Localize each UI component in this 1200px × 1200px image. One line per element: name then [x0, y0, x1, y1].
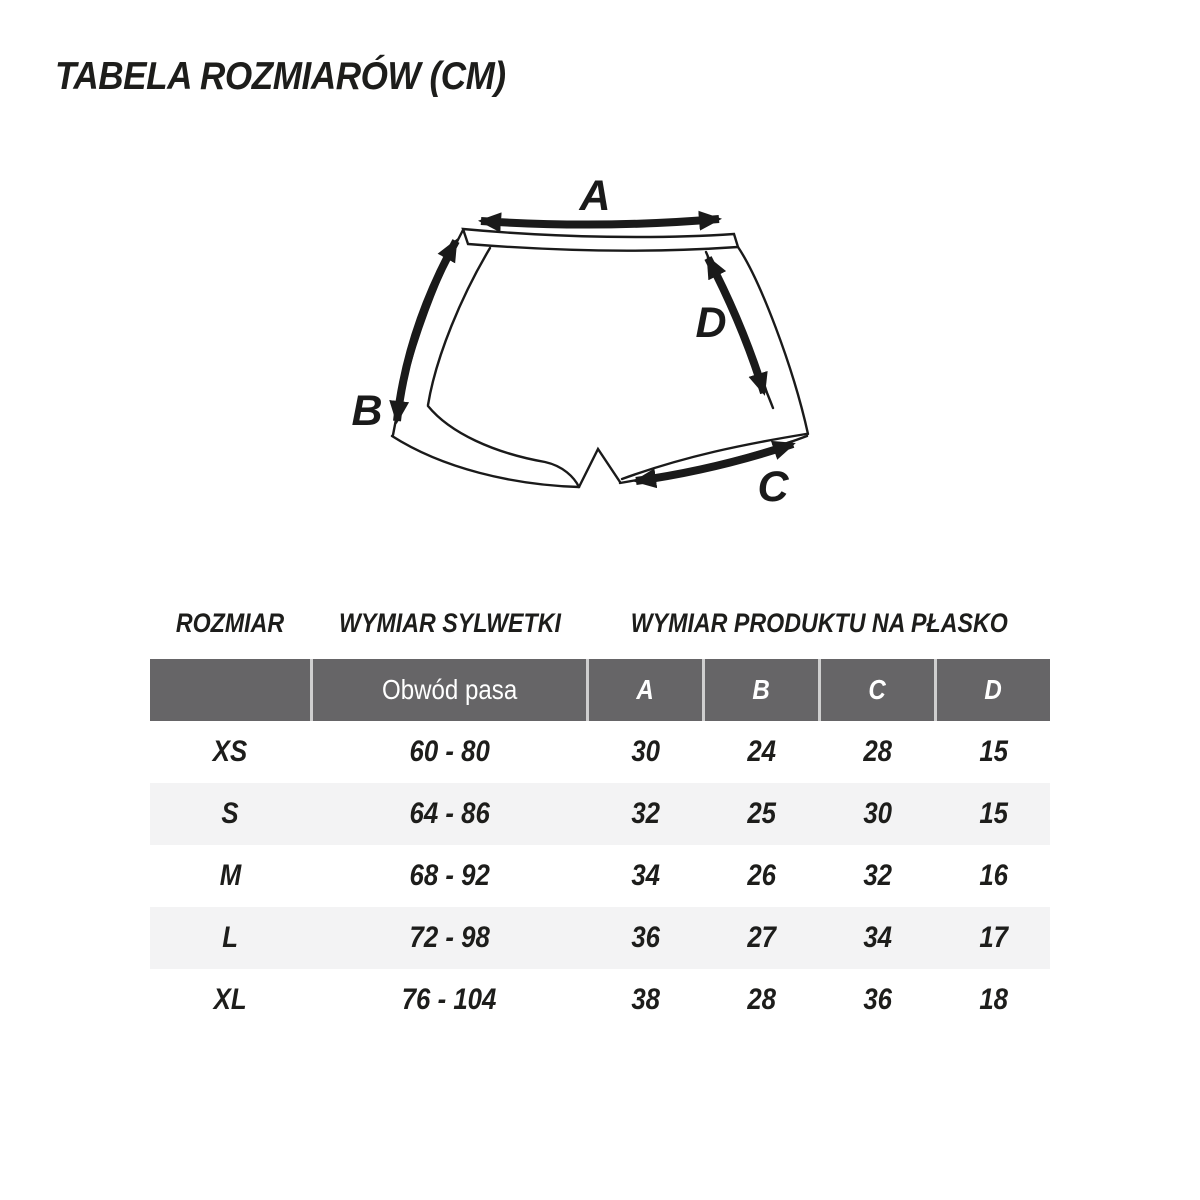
- left-hem-inner: [428, 406, 579, 487]
- header-cell-a: A: [589, 659, 702, 721]
- header-cell-c: C: [821, 659, 934, 721]
- value-a-cell: 34: [631, 859, 660, 892]
- page-title-text: TABELA ROZMIARÓW (CM): [55, 55, 506, 98]
- size-cell: S: [221, 797, 239, 830]
- size-cell: L: [222, 921, 238, 954]
- value-b-cell: 24: [747, 735, 776, 768]
- measurement-arrows: [397, 219, 793, 481]
- value-c-cell: 28: [863, 735, 892, 768]
- value-c-cell: 34: [863, 921, 892, 954]
- value-d-cell: 16: [979, 859, 1008, 892]
- value-d-cell: 17: [979, 921, 1008, 954]
- waist-cell: 64 - 86: [409, 797, 490, 830]
- value-d-cell: 15: [979, 797, 1008, 830]
- value-d-cell: 15: [979, 735, 1008, 768]
- size-cell: XS: [212, 735, 248, 768]
- size-cell: XL: [213, 983, 247, 1016]
- table-row-xs: [150, 721, 1050, 783]
- label-a: A: [579, 172, 611, 220]
- value-b-cell: 27: [747, 921, 776, 954]
- header-cell-empty: [150, 659, 310, 721]
- value-a-cell: 38: [631, 983, 660, 1016]
- label-b: B: [351, 387, 383, 435]
- header-cell-waist: Obwód pasa: [313, 659, 586, 721]
- header-cell-b: B: [705, 659, 818, 721]
- size-cell: M: [219, 859, 241, 892]
- value-b-cell: 28: [747, 983, 776, 1016]
- table-row-l: [150, 907, 1050, 969]
- waist-cell: 68 - 92: [409, 859, 490, 892]
- table-row-m: [150, 845, 1050, 907]
- table-header-row: [150, 659, 1050, 721]
- table-row-xl: [150, 969, 1050, 1031]
- crotch-notch: [579, 449, 620, 487]
- shorts-diagram: [330, 160, 850, 540]
- waistband: [463, 229, 738, 251]
- value-a-cell: 36: [631, 921, 660, 954]
- size-table: [150, 600, 1050, 1031]
- label-d: D: [695, 299, 727, 347]
- value-d-cell: 18: [979, 983, 1008, 1016]
- waist-cell: 60 - 80: [409, 735, 490, 768]
- value-c-cell: 30: [863, 797, 892, 830]
- value-b-cell: 25: [747, 797, 776, 830]
- measure-arrow-b: [397, 241, 456, 421]
- header-cell-d: D: [937, 659, 1050, 721]
- table-group-header-row: [150, 600, 1050, 646]
- page-title: [55, 55, 556, 99]
- group-header-product: WYMIAR PRODUKTU NA PŁASKO: [630, 607, 1009, 638]
- shorts-outline: [392, 229, 808, 487]
- value-a-cell: 30: [631, 735, 660, 768]
- group-header-body: WYMIAR SYLWETKI: [338, 607, 561, 638]
- label-c: C: [757, 463, 789, 511]
- table-row-s: [150, 783, 1050, 845]
- value-c-cell: 32: [863, 859, 892, 892]
- group-header-size: ROZMIAR: [175, 607, 285, 638]
- left-hem-outer: [392, 436, 579, 487]
- waist-cell: 72 - 98: [409, 921, 490, 954]
- value-b-cell: 26: [747, 859, 776, 892]
- waist-cell: 76 - 104: [402, 983, 497, 1016]
- value-c-cell: 36: [863, 983, 892, 1016]
- value-a-cell: 32: [631, 797, 660, 830]
